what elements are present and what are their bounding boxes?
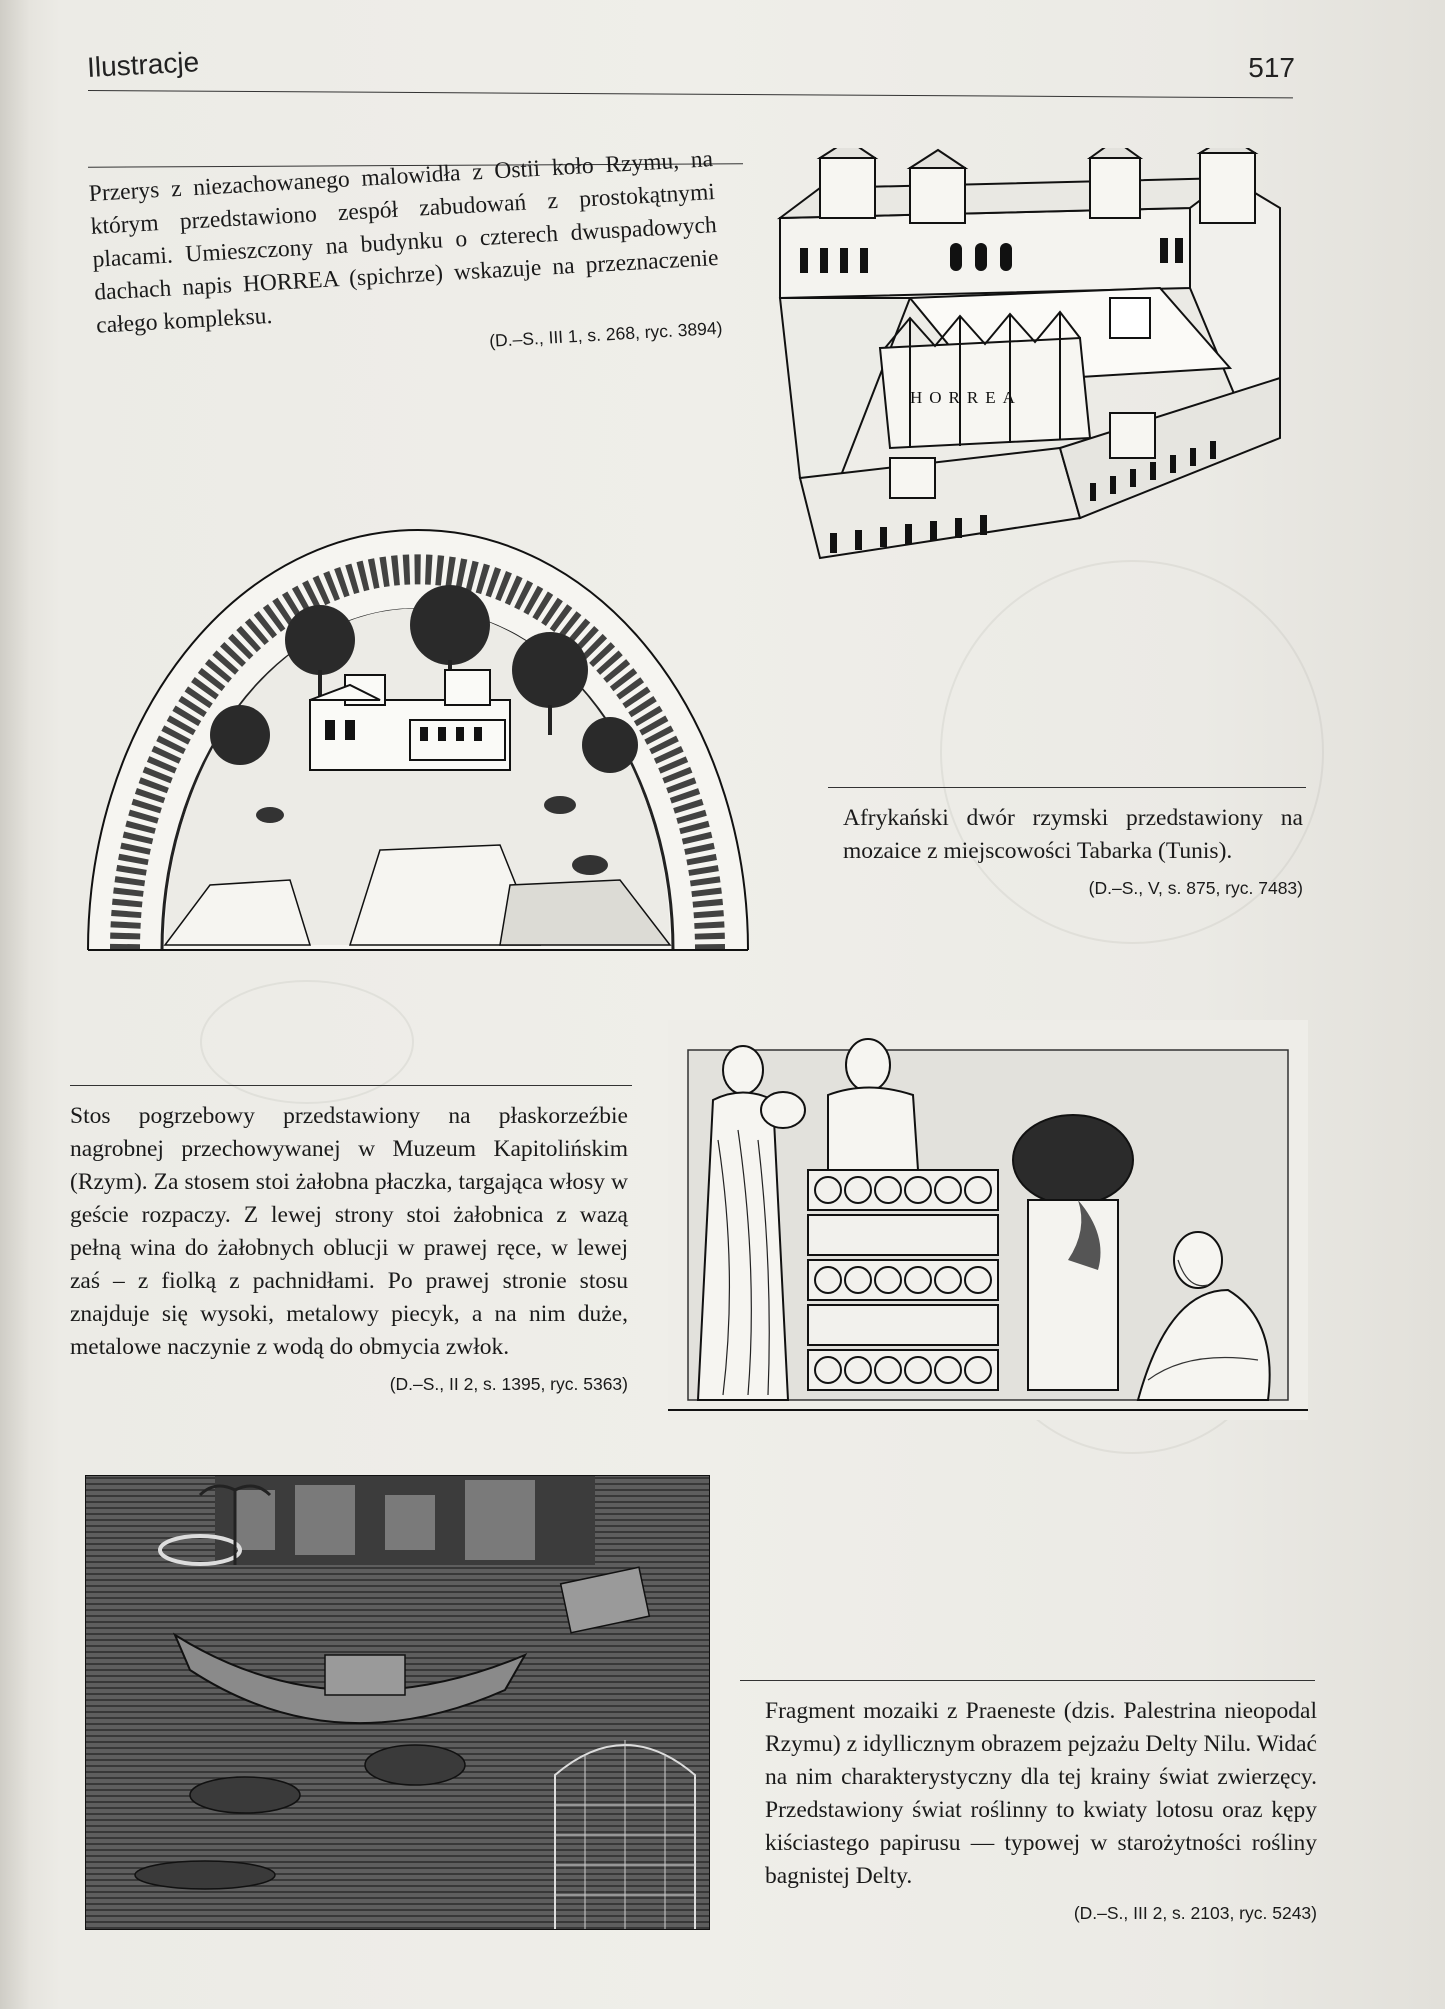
caption-text: Stos pogrzebowy przedstawiony na płaskorzeźbie nagrobnej przechowywanej w Muzeum Kapitolińskim (Rzym). Za stosem stoi żałobna płaczka, targająca włosy w geście rozpaczy. Z lewej strony stoi żałobnica z wazą pełną wina do żałobnych oblucji w prawej ręce, w lewej zaś – z fiolką z pachnidłami. Po prawej stronie stosu znajduje się wysoki, metalowy piecyk, a na nim duże, metalowe naczynie z wodą do obmycia zwłok.: [70, 1103, 628, 1360]
running-header-title: Ilustracje: [86, 46, 200, 84]
caption-rule: [740, 1680, 1315, 1681]
caption-rule: [828, 787, 1306, 788]
horrea-inscription: HORREA: [910, 388, 1022, 407]
caption-text: Przerys z niezachowanego malowidła z Ostii koło Rzymu, na którym przedstawiono zespół zabudowań z prostokątnymi placami. Umieszczony na budynku o czterech dwuspadowych dachach napis HORREA (spichrze) wskazuje na przeznaczenie całego kompleksu.: [88, 146, 720, 339]
horrea-illustration: [760, 148, 1300, 588]
caption-citation: (D.–S., III 2, s. 2103, ryc. 5243): [1073, 1903, 1317, 1923]
horrea-drawing: [760, 148, 1300, 588]
figure-caption: [843, 802, 1303, 905]
caption-citation: (D.–S., II 2, s. 1395, ryc. 5363): [389, 1374, 628, 1394]
tabarka-mosaic-drawing: [80, 505, 755, 960]
header-rule: [88, 90, 1293, 98]
caption-text: Fragment mozaiki z Praeneste (dzis. Palestrina nieopodal Rzymu) z idyllicznym obrazem pejzażu Delty Nilu. Widać na nim charakterystyczny dla tej krainy świat zwierzęcy. Przedstawiony świat roślinny to kwiaty lotosu oraz kępy kiściastego papirusu — typowej w starożytności rośliny bagnistej Delty.: [765, 1698, 1317, 1889]
figure-caption: [88, 143, 723, 380]
figure-caption: [70, 1100, 628, 1401]
nile-mosaic-illustration: [85, 1475, 710, 1930]
page-number: 517: [1248, 52, 1295, 83]
pyre-relief-drawing: [668, 1020, 1308, 1420]
figure-caption: [765, 1695, 1317, 1930]
caption-rule: [70, 1085, 632, 1086]
caption-citation: (D.–S., III 1, s. 268, ryc. 3894): [488, 317, 723, 351]
caption-citation: (D.–S., V, s. 875, ryc. 7483): [1088, 878, 1303, 898]
caption-text: Afrykański dwór rzymski przedstawiony na mozaice z miejscowości Tabarka (Tunis).: [843, 805, 1303, 864]
tabarka-mosaic-illustration: [80, 505, 755, 960]
nile-mosaic-drawing: [85, 1475, 710, 1930]
pyre-relief-illustration: [668, 1020, 1308, 1420]
